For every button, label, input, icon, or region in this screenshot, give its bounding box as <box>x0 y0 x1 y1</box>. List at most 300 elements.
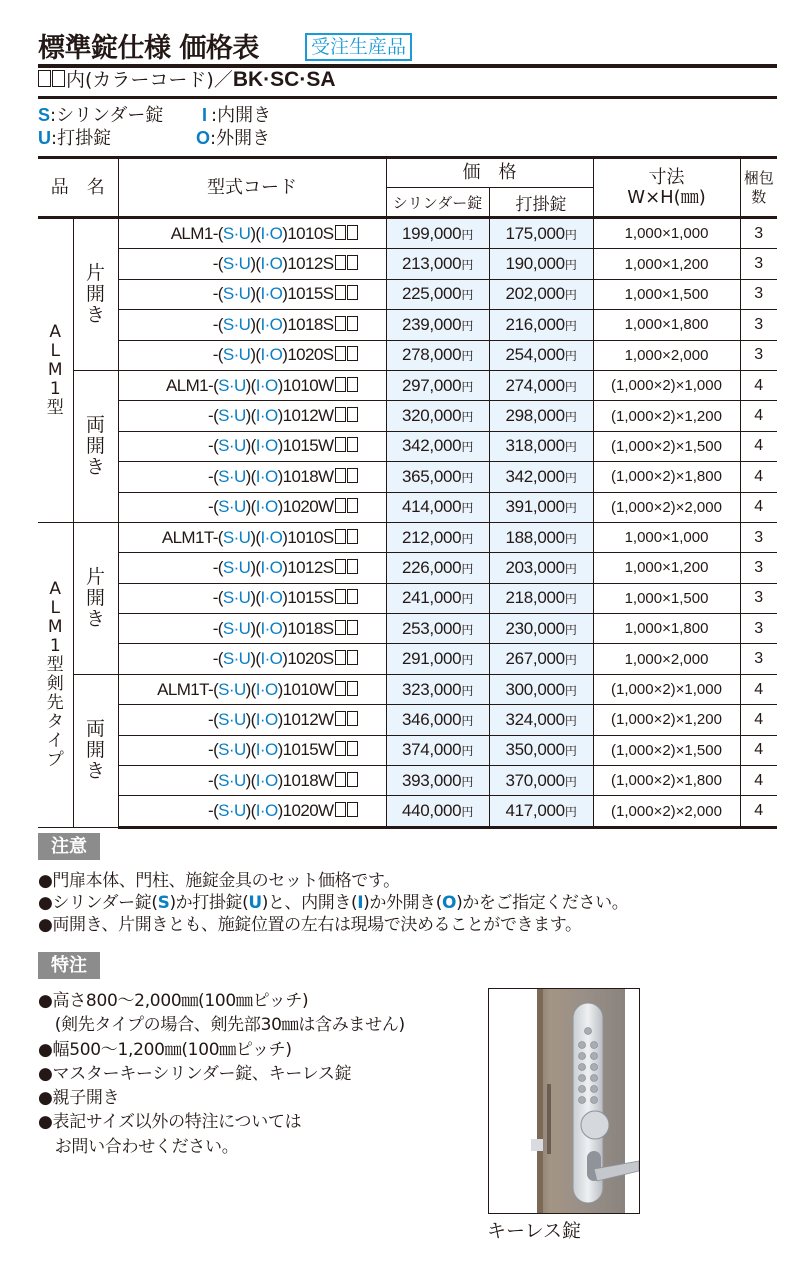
code-paren: ) <box>282 649 288 669</box>
yen-unit: 円 <box>461 713 474 728</box>
note-item: ●両開き、片開きとも、施錠位置の左右は現場で決めることができます。 <box>38 915 582 935</box>
table-row <box>38 553 777 583</box>
code-paren: ) <box>277 770 283 790</box>
color-codes: BK·SC·SA <box>232 68 336 91</box>
yen-unit: 円 <box>564 561 577 576</box>
price-value: 440,000 <box>401 801 462 821</box>
size-wxh: 1,000×1,800 <box>593 310 740 340</box>
code-paren: ) <box>277 375 283 395</box>
price-value: 291,000 <box>401 649 462 669</box>
color-box-icon <box>335 711 346 726</box>
special-item: ●幅500〜1,200㎜(100㎜ピッチ) <box>38 1039 292 1060</box>
code-suffix: 1010W <box>282 679 334 699</box>
code-s: S <box>218 679 229 699</box>
code-paren: )( <box>245 466 256 486</box>
code-suffix: 1015W <box>282 740 334 760</box>
code-dot: · <box>233 314 239 334</box>
code-paren: ) <box>282 284 288 304</box>
code-paren: ) <box>282 588 288 608</box>
code-paren: ( <box>217 254 223 274</box>
color-box-icon <box>335 255 346 270</box>
code-o: O <box>269 649 283 669</box>
size-wxh: 1,000×1,000 <box>593 218 740 249</box>
code-paren: )( <box>245 801 256 821</box>
code-s: S <box>222 557 234 577</box>
code-dot: · <box>259 770 265 790</box>
code-o: O <box>269 557 283 577</box>
color-box-icon <box>347 346 358 361</box>
code-u: U <box>233 436 246 456</box>
model-code <box>118 705 386 735</box>
code-paren: ( <box>213 709 219 729</box>
code-prefix: - <box>208 770 214 790</box>
price-kakegane <box>489 462 593 492</box>
color-box-icon <box>335 346 346 361</box>
price-value: 278,000 <box>401 345 462 365</box>
price-kakegane <box>489 674 593 704</box>
size-wxh: (1,000×2)×1,000 <box>593 370 740 400</box>
price-cylinder <box>386 674 489 704</box>
size-wxh: (1,000×2)×1,200 <box>593 401 740 431</box>
yen-unit: 円 <box>564 713 577 728</box>
code-dot: · <box>259 466 265 486</box>
code-prefix: ALM1- <box>170 223 218 243</box>
code-paren: )( <box>245 406 256 426</box>
model-code <box>118 553 386 583</box>
yen-unit: 円 <box>564 318 577 333</box>
yen-unit: 円 <box>564 379 577 394</box>
special-order-list <box>38 989 405 1159</box>
note-text: ●シリンダー錠( <box>38 893 158 913</box>
price-cylinder <box>386 735 489 765</box>
code-o: O <box>269 223 283 243</box>
model-code <box>118 614 386 644</box>
code-dot: · <box>233 618 239 638</box>
model-code <box>118 310 386 340</box>
color-box-icon <box>347 650 358 665</box>
code-o: O <box>264 375 278 395</box>
code-paren: ( <box>213 770 219 790</box>
code-u: U <box>238 254 251 274</box>
note-text: )と、内開き( <box>261 893 358 913</box>
code-paren: ( <box>213 679 219 699</box>
code-paren: ( <box>217 649 223 669</box>
table-row <box>38 340 777 370</box>
code-i: I <box>260 618 265 638</box>
yen-unit: 円 <box>564 805 577 820</box>
special-item: ●高さ800〜2,000㎜(100㎜ピッチ) <box>38 991 309 1011</box>
code-i: I <box>260 254 265 274</box>
yen-unit: 円 <box>461 470 474 485</box>
code-o: O <box>269 527 283 547</box>
color-box-icon <box>347 711 358 726</box>
yen-unit: 円 <box>461 561 474 576</box>
yen-unit: 円 <box>461 440 474 455</box>
price-value: 417,000 <box>505 801 565 821</box>
code-suffix: 1018S <box>287 618 334 638</box>
code-s: S <box>222 649 234 669</box>
color-box-icon <box>335 225 346 240</box>
size-wxh: (1,000×2)×1,200 <box>593 705 740 735</box>
pack-count: 4 <box>740 462 777 492</box>
special-order-heading: 特注 <box>38 952 100 979</box>
code-dot: · <box>233 254 239 274</box>
price-kakegane <box>489 705 593 735</box>
code-o: O <box>269 254 283 274</box>
color-box-icon <box>347 437 358 452</box>
table-row <box>38 279 777 309</box>
yen-unit: 円 <box>564 653 577 668</box>
product-series-label: ALM1型剣先タイプ <box>46 578 64 770</box>
price-kakegane <box>489 766 593 796</box>
price-cylinder <box>386 796 489 827</box>
code-paren: ) <box>277 466 283 486</box>
code-suffix: 1012W <box>282 406 334 426</box>
code-i: I <box>260 345 265 365</box>
code-dot: · <box>228 375 234 395</box>
price-value: 175,000 <box>505 223 565 243</box>
code-prefix: - <box>208 436 214 456</box>
size-wxh: 1,000×1,800 <box>593 614 740 644</box>
model-code <box>118 522 386 552</box>
yen-unit: 円 <box>564 501 577 516</box>
code-dot: · <box>233 527 239 547</box>
divider <box>38 96 777 99</box>
code-o: O <box>264 466 278 486</box>
model-code <box>118 431 386 461</box>
code-paren: ( <box>217 618 223 638</box>
placeholder-boxes-icon <box>38 68 66 92</box>
yen-unit: 円 <box>461 622 474 637</box>
code-dot: · <box>264 588 270 608</box>
code-paren: ) <box>277 436 283 456</box>
price-cylinder <box>386 492 489 522</box>
code-dot: · <box>228 406 234 426</box>
code-paren: ) <box>277 679 283 699</box>
code-suffix: 1020S <box>287 345 334 365</box>
price-kakegane <box>489 340 593 370</box>
code-paren: )( <box>245 709 256 729</box>
price-cylinder <box>386 553 489 583</box>
code-suffix: 1012S <box>287 254 334 274</box>
code-i: I <box>255 709 260 729</box>
code-o: O <box>264 770 278 790</box>
pack-count: 4 <box>740 735 777 765</box>
code-prefix: - <box>212 284 218 304</box>
yen-unit: 円 <box>564 410 577 425</box>
header-kakegane-lock: 打掛錠 <box>489 188 593 218</box>
code-prefix: - <box>208 406 214 426</box>
header-pack-label: 梱包数 <box>743 168 774 206</box>
price-cylinder <box>386 462 489 492</box>
code-s: S <box>222 284 234 304</box>
code-prefix: ALM1T- <box>157 679 214 699</box>
code-o: O <box>264 801 278 821</box>
color-box-icon <box>347 741 358 756</box>
legend-open-types <box>196 104 271 150</box>
price-kakegane <box>489 735 593 765</box>
code-paren: ( <box>217 223 223 243</box>
table-row <box>38 218 777 249</box>
code-paren: )( <box>245 740 256 760</box>
code-paren: ) <box>282 345 288 365</box>
code-s: S <box>222 223 234 243</box>
model-code <box>118 583 386 613</box>
code-o: O <box>269 618 283 638</box>
code-paren: ( <box>217 314 223 334</box>
opening-type <box>73 522 118 674</box>
price-value: 342,000 <box>401 436 462 456</box>
size-wxh: 1,000×2,000 <box>593 644 740 674</box>
legend-label-inward: :内開き <box>211 105 272 126</box>
code-dot: · <box>233 557 239 577</box>
opening-type-label: 片開き <box>85 565 105 630</box>
code-paren: )( <box>250 527 261 547</box>
code-dot: · <box>264 223 270 243</box>
code-dot: · <box>228 801 234 821</box>
model-code <box>118 492 386 522</box>
code-suffix: 1010S <box>287 527 334 547</box>
keyless-lock-photo <box>488 988 640 1214</box>
color-box-icon <box>335 529 346 544</box>
price-value: 230,000 <box>505 618 565 638</box>
code-dot: · <box>259 801 265 821</box>
yen-unit: 円 <box>461 318 474 333</box>
code-paren: ( <box>213 740 219 760</box>
yen-unit: 円 <box>461 805 474 820</box>
code-dot: · <box>264 557 270 577</box>
legend-key-i: I <box>202 105 208 125</box>
legend-key-u: U <box>38 128 51 148</box>
price-kakegane <box>489 370 593 400</box>
price-table <box>38 156 777 829</box>
code-suffix: 1015S <box>287 284 334 304</box>
yen-unit: 円 <box>461 531 474 546</box>
code-dot: · <box>228 497 234 517</box>
model-code <box>118 766 386 796</box>
yen-unit: 円 <box>564 440 577 455</box>
code-u: U <box>238 345 251 365</box>
code-paren: )( <box>250 314 261 334</box>
code-s: S <box>218 740 229 760</box>
price-value: 218,000 <box>505 588 565 608</box>
price-kakegane <box>489 796 593 827</box>
size-wxh: (1,000×2)×1,800 <box>593 766 740 796</box>
yen-unit: 円 <box>461 501 474 516</box>
code-i: I <box>255 679 260 699</box>
code-u: U <box>233 466 246 486</box>
price-value: 212,000 <box>401 527 462 547</box>
price-cylinder <box>386 218 489 249</box>
table-row <box>38 431 777 461</box>
code-s: S <box>218 801 229 821</box>
code-prefix: - <box>212 618 218 638</box>
code-s: S <box>218 375 229 395</box>
code-paren: ) <box>282 314 288 334</box>
code-prefix: ALM1- <box>165 375 214 395</box>
table-row <box>38 614 777 644</box>
yen-unit: 円 <box>461 379 474 394</box>
code-i: I <box>260 588 265 608</box>
price-kakegane <box>489 522 593 552</box>
code-i: I <box>260 649 265 669</box>
code-i: I <box>255 801 260 821</box>
price-kakegane <box>489 614 593 644</box>
price-kakegane <box>489 553 593 583</box>
price-cylinder <box>386 401 489 431</box>
price-value: 274,000 <box>505 375 565 395</box>
price-cylinder <box>386 583 489 613</box>
code-o: O <box>269 284 283 304</box>
model-code <box>118 462 386 492</box>
legend-key-s: S <box>38 105 51 125</box>
model-code <box>118 735 386 765</box>
code-dot: · <box>264 649 270 669</box>
group-alm1 <box>38 218 777 523</box>
color-box-icon <box>335 498 346 513</box>
model-code <box>118 218 386 249</box>
code-i: I <box>255 436 260 456</box>
pack-count: 4 <box>740 492 777 522</box>
price-value: 216,000 <box>505 314 565 334</box>
code-paren: )( <box>250 223 261 243</box>
price-value: 300,000 <box>505 679 565 699</box>
code-u: U <box>233 406 246 426</box>
code-dot: · <box>264 284 270 304</box>
pack-count: 3 <box>740 218 777 249</box>
code-dot: · <box>264 618 270 638</box>
price-value: 414,000 <box>401 497 462 517</box>
price-value: 199,000 <box>401 223 462 243</box>
price-value: 267,000 <box>505 649 565 669</box>
color-box-icon <box>347 225 358 240</box>
code-paren: ) <box>282 557 288 577</box>
color-box-icon <box>335 741 346 756</box>
size-wxh: (1,000×2)×1,500 <box>593 735 740 765</box>
code-prefix: - <box>212 254 218 274</box>
price-cylinder <box>386 279 489 309</box>
header-size-unit: W×H(㎜) <box>627 186 706 208</box>
price-value: 203,000 <box>505 557 565 577</box>
code-paren: ) <box>277 497 283 517</box>
code-dot: · <box>259 406 265 426</box>
pack-count: 4 <box>740 766 777 796</box>
code-dot: · <box>259 709 265 729</box>
code-suffix: 1012S <box>287 557 334 577</box>
code-paren: )( <box>250 649 261 669</box>
code-u: U <box>233 770 246 790</box>
code-paren: ( <box>217 557 223 577</box>
code-u: U <box>233 740 246 760</box>
price-value: 320,000 <box>401 406 462 426</box>
pack-count: 3 <box>740 279 777 309</box>
special-item: ●マスターキーシリンダー錠、キーレス錠 <box>38 1063 352 1084</box>
color-box-icon <box>347 407 358 422</box>
code-paren: ( <box>213 436 219 456</box>
price-value: 350,000 <box>505 740 565 760</box>
code-i: I <box>260 527 265 547</box>
notes-heading: 注意 <box>38 833 100 860</box>
yen-unit: 円 <box>461 592 474 607</box>
code-dot: · <box>233 345 239 365</box>
code-s: S <box>218 709 229 729</box>
product-series-name <box>38 522 73 827</box>
code-paren: ( <box>213 801 219 821</box>
opening-type <box>73 218 118 371</box>
code-dot: · <box>233 649 239 669</box>
code-paren: ( <box>213 375 219 395</box>
yen-unit: 円 <box>564 258 577 273</box>
code-suffix: 1020S <box>287 649 334 669</box>
notes-list <box>38 870 628 936</box>
code-paren: ) <box>277 406 283 426</box>
code-u: U <box>233 709 246 729</box>
header-model-code: 型式コード <box>118 158 386 218</box>
pack-count: 4 <box>740 401 777 431</box>
code-i: I <box>260 314 265 334</box>
price-value: 342,000 <box>505 466 565 486</box>
color-box-icon <box>335 407 346 422</box>
price-value: 188,000 <box>505 527 565 547</box>
code-dot: · <box>264 314 270 334</box>
color-box-icon <box>347 498 358 513</box>
size-wxh: (1,000×2)×2,000 <box>593 796 740 827</box>
color-box-icon <box>347 772 358 787</box>
price-value: 323,000 <box>401 679 462 699</box>
code-u: U <box>238 314 251 334</box>
code-suffix: 1015S <box>287 588 334 608</box>
price-value: 213,000 <box>401 254 462 274</box>
opening-type-label: 両開き <box>85 413 105 478</box>
opening-type-label: 片開き <box>85 261 105 326</box>
special-item: お問い合わせください。 <box>38 1136 239 1157</box>
code-dot: · <box>264 345 270 365</box>
pack-count: 4 <box>740 796 777 827</box>
yen-unit: 円 <box>564 683 577 698</box>
code-dot: · <box>228 679 234 699</box>
code-prefix: ALM1T- <box>161 527 218 547</box>
table-row <box>38 310 777 340</box>
code-dot: · <box>228 436 234 456</box>
code-dot: · <box>259 375 265 395</box>
code-paren: ( <box>217 588 223 608</box>
yen-unit: 円 <box>461 774 474 789</box>
table-row <box>38 401 777 431</box>
page-title: 標準錠仕様 価格表 <box>38 33 259 64</box>
code-paren: ) <box>277 740 283 760</box>
color-box-icon <box>347 589 358 604</box>
model-code <box>118 796 386 827</box>
color-box-icon <box>347 468 358 483</box>
code-dot: · <box>259 740 265 760</box>
price-cylinder <box>386 614 489 644</box>
pack-count: 4 <box>740 431 777 461</box>
code-dot: · <box>233 223 239 243</box>
price-kakegane <box>489 279 593 309</box>
price-cylinder <box>386 431 489 461</box>
price-value: 346,000 <box>401 709 462 729</box>
code-o: O <box>269 314 283 334</box>
pack-count: 3 <box>740 340 777 370</box>
yen-unit: 円 <box>461 744 474 759</box>
code-paren: ) <box>277 709 283 729</box>
code-paren: )( <box>245 497 256 517</box>
code-prefix: - <box>212 557 218 577</box>
code-paren: ) <box>277 801 283 821</box>
opening-type-label: 両開き <box>85 718 105 783</box>
code-dot: · <box>259 436 265 456</box>
table-row <box>38 644 777 674</box>
